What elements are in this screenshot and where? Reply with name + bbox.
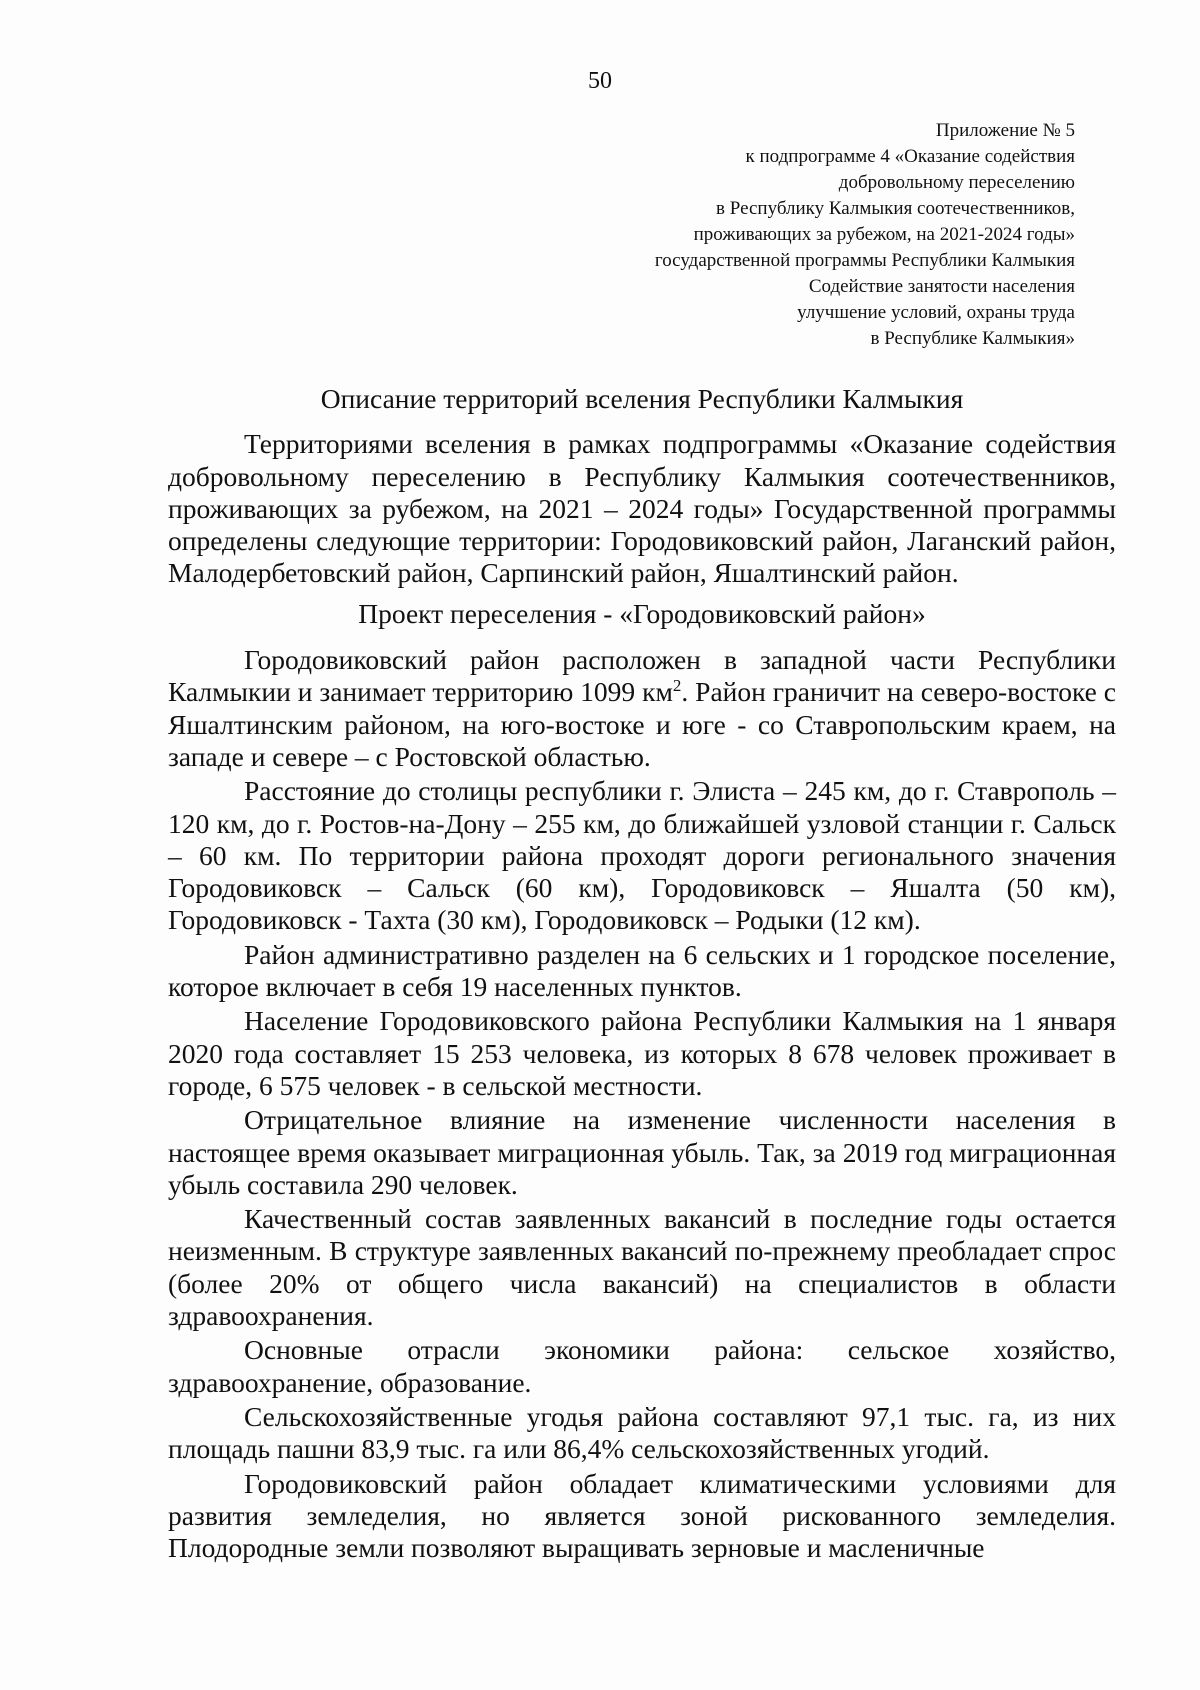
distance-paragraph: Расстояние до столицы республики г. Элиста – 245 км, до г. Ставрополь – 120 км, до г. Ростов-на-Дону – 255 км, до ближайшей узловой станции г. Сальск – 60 км. По территории района проходят дороги регионального значения Городовиковск – Сальск (60 км), Городовиковск – Яшалта (50 км), Городовиковск - Тахта (30 км), Городовиковск – Родыки (12 км). bbox=[168, 775, 1116, 936]
farmland-paragraph: Сельскохозяйственные угодья района составляют 97,1 тыс. га, из них площадь пашни 83,9 тыс. га или 86,4% сельскохозяйственных угодий. bbox=[168, 1400, 1116, 1465]
population-paragraph: Население Городовиковского района Республики Калмыкия на 1 января 2020 года составляет 15 253 человека, из которых 8 678 человек проживает в городе, 6 575 человек - в сельской местности. bbox=[168, 1005, 1116, 1101]
project-title: Проект переселения - «Городовиковский район» bbox=[358, 597, 926, 629]
appendix-line: проживающих за рубежом, на 2021-2024 годы» bbox=[693, 224, 1075, 245]
document-title: Описание территорий вселения Республики Калмыкия bbox=[320, 383, 964, 414]
location-text-start: Городовиковский район расположен в западной части Республики Калмыкии и занимает территорию 1099 км bbox=[168, 644, 1116, 708]
vacancies-paragraph: Качественный состав заявленных вакансий в последние годы остается неизменным. В структуре заявленных вакансий по-прежнему преобладает спрос (более 20% от общего числа вакансий) на специалистов в области здравоохранения. bbox=[168, 1203, 1116, 1332]
superscript-two: 2 bbox=[672, 676, 682, 696]
appendix-line: к подпрограмме 4 «Оказание содействия bbox=[745, 146, 1075, 167]
economy-paragraph: Основные отрасли экономики района: сельское хозяйство, здравоохранение, образование. bbox=[168, 1334, 1116, 1398]
administration-paragraph: Район административно разделен на 6 сельских и 1 городское поселение, которое включает в себя 19 населенных пунктов. bbox=[168, 938, 1116, 1003]
location-text-end: . Район граничит на северо-востоке с Яшалтинским районом, на юго-востоке и юге - со Ставропольским краем, на западе и севере – с Ростовской областью. bbox=[168, 676, 1116, 772]
intro-paragraph: Территориями вселения в рамках подпрограммы «Оказание содействия добровольному переселению в Республику Калмыкия соотечественников, проживающих за рубежом, на 2021 – 2024 годы» Государственной программы определены следующие территории: Городовиковский район, Лаганский район, Малодербетовский район, Сарпинский район, Яшалтинский район. bbox=[168, 428, 1116, 589]
climate-paragraph: Городовиковский район обладает климатическими условиями для развития земледелия, но является зоной рискованного земледелия. Плодородные земли позволяют выращивать зерновые и масленичные bbox=[168, 1467, 1116, 1564]
appendix-header bbox=[475, 118, 1075, 352]
appendix-line: улучшение условий, охраны труда bbox=[797, 302, 1075, 323]
appendix-line: Содействие занятости населения bbox=[808, 276, 1075, 297]
appendix-line: в Республике Калмыкия» bbox=[870, 328, 1075, 349]
appendix-line: добровольному переселению bbox=[838, 172, 1075, 193]
appendix-line: в Республику Калмыкия соотечественников, bbox=[716, 198, 1075, 219]
location-paragraph bbox=[168, 644, 1116, 773]
appendix-line: государственной программы Республики Калмыкия bbox=[654, 250, 1075, 271]
document-body bbox=[168, 383, 1116, 1566]
page-number: 50 bbox=[588, 68, 612, 94]
appendix-line: Приложение № 5 bbox=[935, 120, 1075, 141]
migration-paragraph: Отрицательное влияние на изменение численности населения в настоящее время оказывает миграционная убыль. Так, за 2019 год миграционная убыль составила 290 человек. bbox=[168, 1104, 1116, 1200]
